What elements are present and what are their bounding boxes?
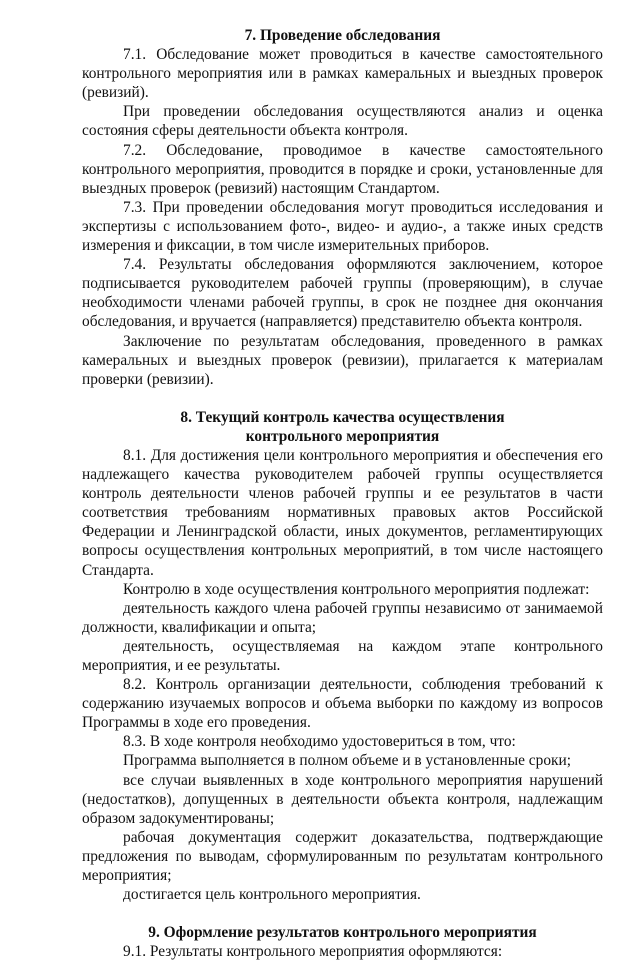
paragraph-8-3-item-2: все случаи выявленных в ходе контрольного мероприятия нарушений (недостатков), допущенных в деятельности объекта контроля, надлежащим образом задокументированы; [82, 771, 603, 827]
paragraph-7-1-analysis: При проведении обследования осуществляются анализ и оценка состояния сферы деятельности объекта контроля. [82, 103, 603, 140]
document-page [82, 26, 603, 961]
paragraph-8-3-item-1: Программа выполняется в полном объеме и в установленные сроки; [123, 752, 572, 770]
section-8-heading-line-1: 8. Текущий контроль качества осуществления [180, 408, 505, 426]
paragraph-8-1-item-1: деятельность каждого члена рабочей группы независимо от занимаемой должности, квалификации и опыта; [82, 599, 603, 636]
paragraph-7-1: 7.1. Обследование может проводиться в качестве самостоятельного контрольного мероприятия или в рамках камеральных и выездных проверок (ревизий). [82, 46, 603, 102]
paragraph-8-3-item-4: достигается цель контрольного мероприятия. [123, 886, 421, 904]
paragraph-7-4-conclusion: Заключение по результатам обследования, проведенного в рамках камеральных и выездных проверок (ревизии), прилагается к материалам проверки (ревизии). [82, 332, 603, 388]
section-8-heading [82, 408, 603, 446]
paragraph-7-4: 7.4. Результаты обследования оформляются заключением, которое подписывается руководителем рабочей группы (проверяющим), в случае необходимости членами рабочей группы, в срок не позднее дня окончания обследования, и вручается (направляется) представителю объекта контроля. [82, 256, 603, 331]
paragraph-8-1: 8.1. Для достижения цели контрольного мероприятия и обеспечения его надлежащего качества руководителем рабочей группы осуществляется контроль деятельности членов рабочей группы и ее результатов в части соответствия требованиям нормативных правовых актов Российской Федерации и Ленинградской области, иных документов, регламентирующих вопросы осуществления контрольных мероприятий, в том числе настоящего Стандарта. [82, 446, 603, 579]
section-8-heading-line-2: контрольного мероприятия [245, 427, 440, 445]
section-7-heading: 7. Проведение обследования [244, 27, 441, 44]
paragraph-9-1: 9.1. Результаты контрольного мероприятия оформляются: [123, 943, 503, 961]
paragraph-8-1-subject: Контролю в ходе осуществления контрольного мероприятия подлежат: [123, 580, 590, 598]
paragraph-8-2: 8.2. Контроль организации деятельности, соблюдения требований к содержанию изучаемых вопросов и объема выборки по каждому из вопросов Программы в ходе его проведения. [82, 676, 603, 732]
paragraph-7-3: 7.3. При проведении обследования могут проводиться исследования и экспертизы с использованием фото-, видео- и аудио-, а также иных средств измерения и фиксации, в том числе измерительных приборов. [82, 198, 603, 255]
paragraph-7-2: 7.2. Обследование, проводимое в качестве самостоятельного контрольного мероприятия, проводится в порядке и сроки, установленные для выездных проверок (ревизий) настоящим Стандартом. [82, 141, 603, 197]
paragraph-8-1-item-2: деятельность, осуществляемая на каждом этапе контрольного мероприятия, и ее результаты. [82, 637, 603, 674]
section-9-heading: 9. Оформление результатов контрольного мероприятия [148, 924, 537, 942]
paragraph-8-3: 8.3. В ходе контроля необходимо удостовериться в том, что: [123, 733, 516, 751]
paragraph-8-3-item-3: рабочая документация содержит доказательства, подтверждающие предложения по выводам, сформулированным по результатам контрольного мероприятия; [82, 828, 603, 885]
